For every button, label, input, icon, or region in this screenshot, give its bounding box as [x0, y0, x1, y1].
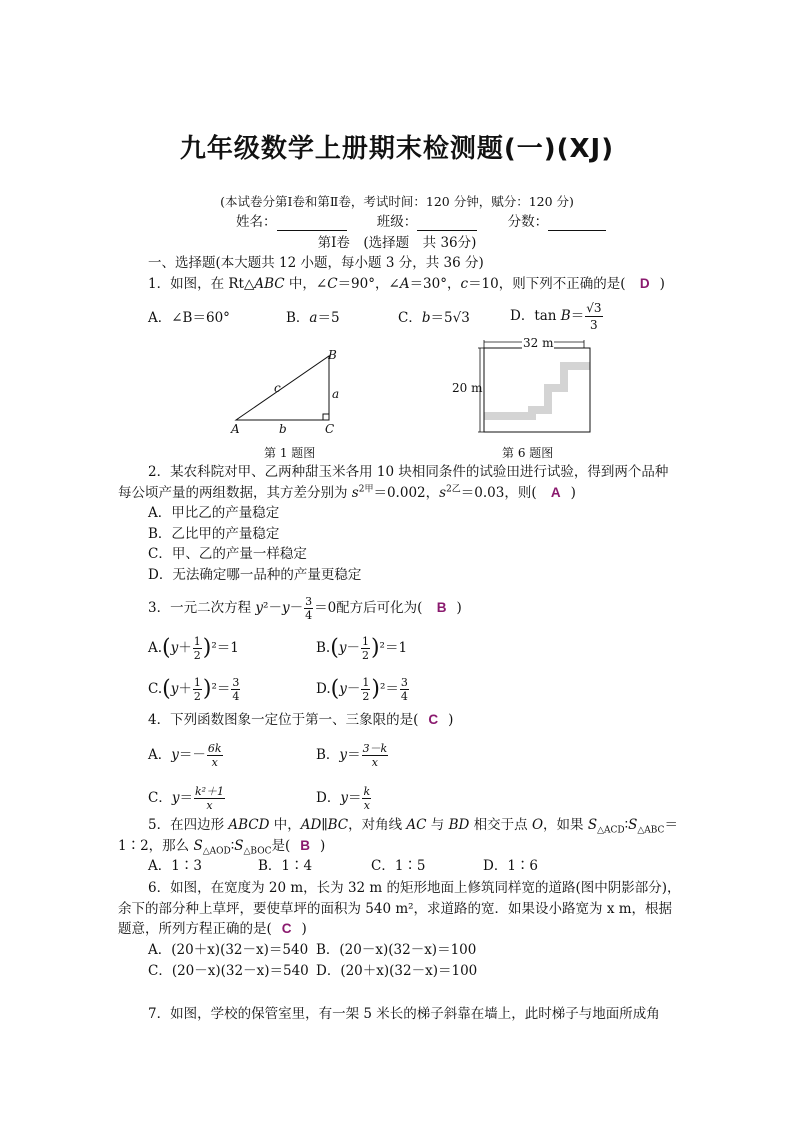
- question-5-line1: 5．在四边形 ABCD 中，AD∥BC，对角线 AC 与 BD 相交于点 O，如果 $S_{\triangle ACD}∶S_{\triangle ABC}=$: [148, 817, 678, 836]
- question-4-answer: C: [428, 712, 439, 727]
- q4-option-a: A．y＝－ $\frac{6k}{x}$: [148, 742, 222, 769]
- question-6-line1: 6．如图，在宽度为 20 m，长为 32 m 的矩形地面上修筑同样宽的道路(图中阴影部分)，: [148, 880, 681, 896]
- exam-note: (本试卷分第Ⅰ卷和第Ⅱ卷，考试时间：120 分钟，赋分：120 分): [220, 194, 574, 209]
- fig1-label-c: c: [274, 381, 281, 395]
- fig1-label-C: C: [325, 422, 335, 436]
- question-7-line1: 7．如图，学校的保管室里，有一架 5 米长的梯子斜靠在墙上，此时梯子与地面所成角: [148, 1006, 660, 1022]
- name-label: 姓名：: [236, 214, 277, 230]
- fig6-height-label: 20 m: [452, 381, 483, 395]
- class-field[interactable]: [417, 216, 477, 231]
- q3-option-a: A.(y＋ $\frac{1}{2}$ )²＝1: [148, 635, 239, 662]
- student-info-line: [236, 213, 606, 231]
- q1-option-a: A．∠B＝60°: [148, 310, 230, 326]
- question-4-stem: 4．下列函数图象一定位于第一、三象限的是( C ): [148, 712, 454, 728]
- fig1-label-B: B: [328, 348, 337, 362]
- q1-option-c: C．b＝5√3: [398, 310, 470, 326]
- class-label: 班级：: [376, 214, 418, 230]
- q6-option-a: A．(20＋x)(32－x)＝540: [148, 942, 309, 958]
- triangle-shape: [236, 356, 329, 420]
- q2-option-a: A．甲比乙的产量稳定: [148, 505, 280, 521]
- q5-option-c: C．1∶5: [371, 858, 426, 874]
- figure-1-caption: 第 1 题图: [264, 446, 316, 460]
- score-label: 分数：: [507, 214, 549, 230]
- question-6-answer: C: [281, 921, 292, 936]
- q1-option-d: D．tan B＝ $\frac{√3}{3}$: [510, 301, 602, 332]
- fig1-label-b: b: [279, 422, 287, 436]
- part-one-heading: 一、选择题(本大题共 12 小题，每小题 3 分，共 36 分): [148, 255, 484, 271]
- fig1-label-A: A: [231, 422, 240, 436]
- fig1-label-a: a: [332, 387, 340, 401]
- q4-option-b: B．y＝ $\frac{3-k}{x}$: [316, 742, 388, 769]
- q4-option-c: C．y＝ $\frac{\text{k²＋1}}{x}$: [148, 785, 225, 812]
- section-title: 第Ⅰ卷 (选择题 共 36分): [317, 235, 477, 251]
- q3-option-b: B.(y－ $\frac{1}{2}$ )²＝1: [316, 635, 408, 662]
- q2-option-c: C．甲、乙的产量一样稳定: [148, 546, 307, 562]
- q2-option-d: D．无法确定哪一品种的产量更稳定: [148, 567, 362, 583]
- q5-option-b: B．1∶4: [258, 858, 313, 874]
- name-field[interactable]: [277, 216, 347, 231]
- question-3-answer: B: [436, 600, 447, 615]
- question-5-line2: 1∶2，那么 $S_{\triangle AOD}∶S_{\triangle BOC}$是( B ): [118, 838, 326, 857]
- q6-option-d: D．(20＋x)(32－x)＝100: [316, 963, 478, 979]
- question-1-stem: 1．如图，在 Rt△ABC 中，∠C＝90°，∠A＝30°，c＝10，则下列不正确的是( D ): [148, 276, 665, 292]
- figure-6-caption: 第 6 题图: [502, 446, 554, 460]
- q5-option-d: D．1∶6: [483, 858, 539, 874]
- right-angle-mark: [323, 414, 329, 420]
- q4-option-d: D．y＝ $\frac{k}{x}$: [316, 785, 371, 812]
- q6-option-c: C．(20－x)(32－x)＝540: [148, 963, 309, 979]
- q3-option-d: D.(y－ $\frac{1}{2}$ )²＝ $\frac{3}{4}$: [316, 676, 408, 703]
- question-2-line2: 每公顷产量的两组数据，其方差分别为 $s^{2甲}=0.002$，$s^{2乙}=0.03$，则( A ): [118, 484, 576, 501]
- question-2-answer: A: [550, 485, 561, 500]
- q6-option-b: B．(20－x)(32－x)＝100: [316, 942, 477, 958]
- question-6-line3: 题意，所列方程正确的是( C ): [118, 921, 307, 937]
- q2-option-b: B．乙比甲的产量稳定: [148, 526, 280, 542]
- fig6-width-label: 32 m: [523, 336, 554, 350]
- question-3-stem: 3．一元二次方程 y²－y－ $\frac{3}{4}$ ＝0配方后可化为( B ): [148, 595, 462, 622]
- q1-option-b: B．a＝5: [286, 310, 340, 326]
- q5-option-a: A．1∶3: [148, 858, 202, 874]
- question-1-answer: D: [639, 276, 650, 291]
- score-field[interactable]: [548, 216, 606, 231]
- q3-option-c: C.(y＋ $\frac{1}{2}$ )²＝ $\frac{3}{4}$: [148, 676, 240, 703]
- question-2-line1: 2．某农科院对甲、乙两种甜玉米各用 10 块相同条件的试验田进行试验，得到两个品种: [148, 464, 669, 480]
- question-6-line2: 余下的部分种上草坪，要使草坪的面积为 540 m²，求道路的宽．如果设小路宽为 x m，根据: [118, 901, 673, 917]
- page-title: 九年级数学上册期末检测题(一)(XJ): [179, 134, 615, 164]
- question-5-answer: B: [300, 838, 311, 853]
- figure-6-field: [478, 340, 598, 436]
